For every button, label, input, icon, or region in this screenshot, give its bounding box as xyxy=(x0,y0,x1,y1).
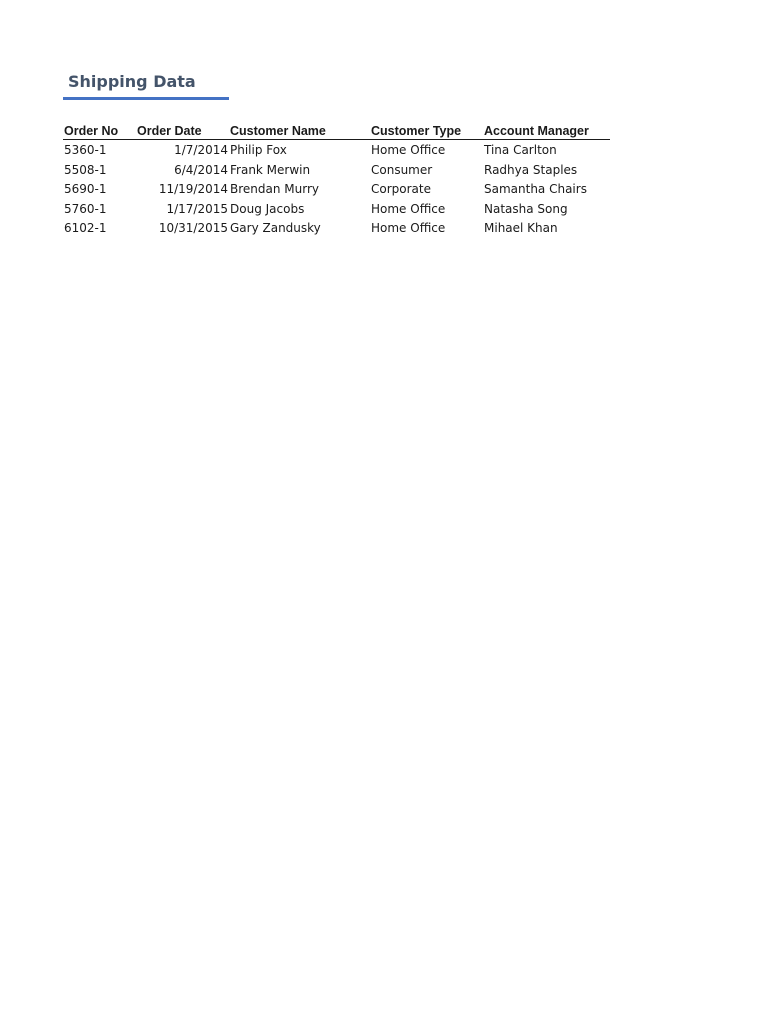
cell-customer-type[interactable]: Home Office xyxy=(371,221,446,235)
title-cell[interactable] xyxy=(63,70,229,100)
cell-customer-name[interactable]: Doug Jacobs xyxy=(230,201,305,216)
cell-order-no[interactable]: 5690-1 xyxy=(64,182,107,196)
cell-order-date[interactable]: 11/19/2014 xyxy=(158,182,228,196)
cell-account-manager[interactable]: Mihael Khan xyxy=(484,221,558,235)
cell-customer-name[interactable]: Philip Fox xyxy=(230,143,287,157)
cell-order-no[interactable]: 5760-1 xyxy=(64,201,107,216)
cell-account-manager[interactable]: Samantha Chairs xyxy=(484,182,587,196)
cell-account-manager[interactable]: Natasha Song xyxy=(484,201,568,216)
cell-account-manager[interactable]: Radhya Staples xyxy=(484,162,578,177)
page-title: Shipping Data xyxy=(68,72,196,91)
table-row xyxy=(63,141,610,161)
cell-order-no[interactable]: 5508-1 xyxy=(64,162,107,177)
table-row xyxy=(63,161,610,181)
cell-order-date[interactable]: 1/7/2014 xyxy=(174,143,228,157)
cell-customer-type[interactable]: Consumer xyxy=(371,162,433,177)
column-header-customer-name[interactable]: Customer Name xyxy=(230,124,326,138)
cell-customer-type[interactable]: Home Office xyxy=(371,143,446,157)
cell-order-no[interactable]: 6102-1 xyxy=(64,221,107,235)
shipping-table xyxy=(63,123,610,239)
cell-order-date[interactable]: 10/31/2015 xyxy=(158,221,228,235)
table-body xyxy=(63,141,610,239)
column-header-order-no[interactable]: Order No xyxy=(64,124,119,138)
cell-customer-name[interactable]: Frank Merwin xyxy=(230,162,311,177)
table-row xyxy=(63,200,610,220)
column-header-customer-type[interactable]: Customer Type xyxy=(371,124,462,138)
cell-customer-name[interactable]: Gary Zandusky xyxy=(230,221,321,235)
table-row xyxy=(63,180,610,200)
cell-account-manager[interactable]: Tina Carlton xyxy=(484,143,557,157)
cell-customer-name[interactable]: Brendan Murry xyxy=(230,182,319,196)
cell-order-no[interactable]: 5360-1 xyxy=(64,143,107,157)
cell-customer-type[interactable]: Corporate xyxy=(371,182,431,196)
column-header-order-date[interactable]: Order Date xyxy=(137,124,202,138)
cell-order-date[interactable]: 6/4/2014 xyxy=(174,162,228,177)
table-row xyxy=(63,219,610,239)
table-header-row xyxy=(63,123,610,140)
cell-customer-type[interactable]: Home Office xyxy=(371,201,446,216)
column-header-account-manager[interactable]: Account Manager xyxy=(484,124,589,138)
cell-order-date[interactable]: 1/17/2015 xyxy=(166,201,228,216)
